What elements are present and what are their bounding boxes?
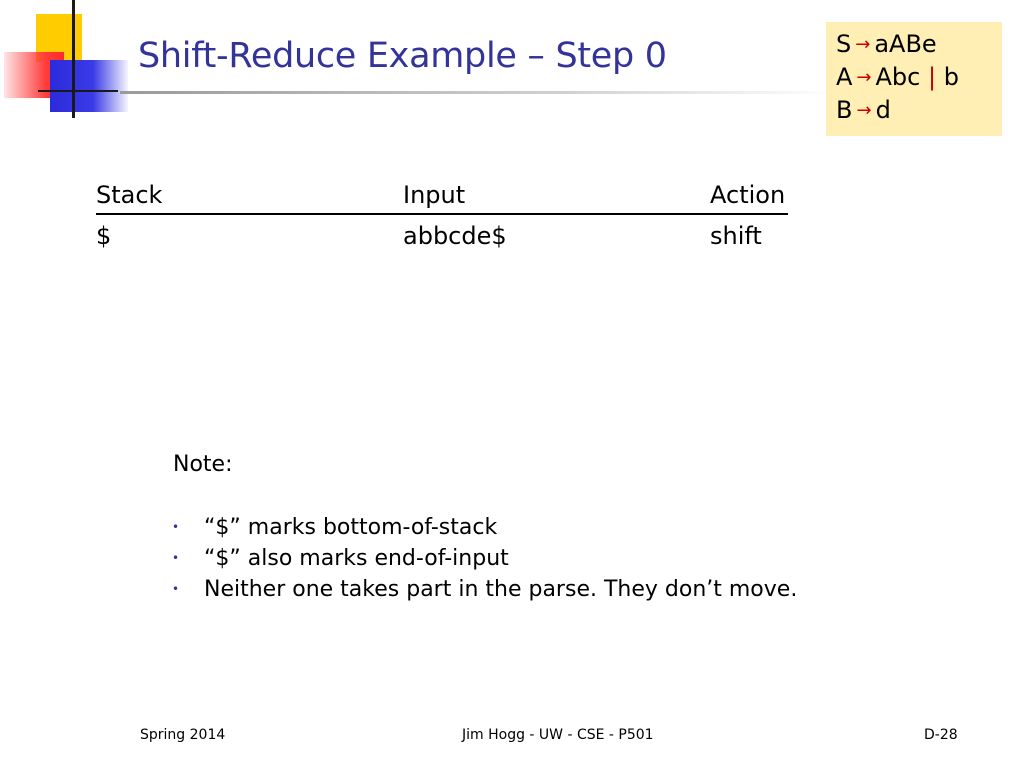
rule-lhs: S <box>836 30 852 58</box>
rule-lhs: A <box>836 63 853 91</box>
list-item <box>172 574 797 605</box>
arrow-icon: → <box>856 100 872 121</box>
note-item-text: “$” marks bottom-of-stack <box>204 515 498 540</box>
rule-rhs: aABe <box>874 30 937 58</box>
list-item <box>172 512 797 543</box>
column-header-stack: Stack <box>96 181 163 209</box>
column-header-action: Action <box>710 181 786 209</box>
list-item <box>172 543 797 574</box>
alternative-separator: | <box>928 63 937 91</box>
note-item-text: “$” also marks end-of-input <box>204 546 509 571</box>
footer-date: Spring 2014 <box>140 727 226 743</box>
footer-author: Jim Hogg - UW - CSE - P501 <box>462 727 654 743</box>
rule-alt: b <box>943 63 959 91</box>
note-list <box>172 512 797 605</box>
note-label: Note: <box>173 452 233 477</box>
table-cell-input: abbcde$ <box>403 222 507 250</box>
title-underline <box>120 91 840 94</box>
footer-slide-number: D-28 <box>924 727 958 743</box>
table-cell-action: shift <box>710 222 762 250</box>
slide-title: Shift-Reduce Example – Step 0 <box>138 36 667 76</box>
column-header-input: Input <box>403 181 466 209</box>
logo-horizontal-line <box>38 90 118 92</box>
bullet-icon: • <box>172 582 180 596</box>
arrow-icon: → <box>856 67 872 88</box>
logo-blue-square <box>50 60 128 112</box>
table-cell-stack: $ <box>96 222 112 250</box>
bullet-icon: • <box>172 551 180 565</box>
grammar-box <box>826 22 1002 136</box>
rule-rhs: d <box>875 96 891 124</box>
rule-rhs: Abc <box>875 63 921 91</box>
arrow-icon: → <box>855 34 871 55</box>
grammar-rule-b <box>836 94 1002 127</box>
grammar-rule-s <box>836 28 1002 61</box>
bullet-icon: • <box>172 520 180 534</box>
grammar-rule-a <box>836 61 1002 94</box>
note-item-text: Neither one takes part in the parse. They don’t move. <box>204 577 798 602</box>
rule-lhs: B <box>836 96 853 124</box>
logo-vertical-line <box>72 0 75 118</box>
